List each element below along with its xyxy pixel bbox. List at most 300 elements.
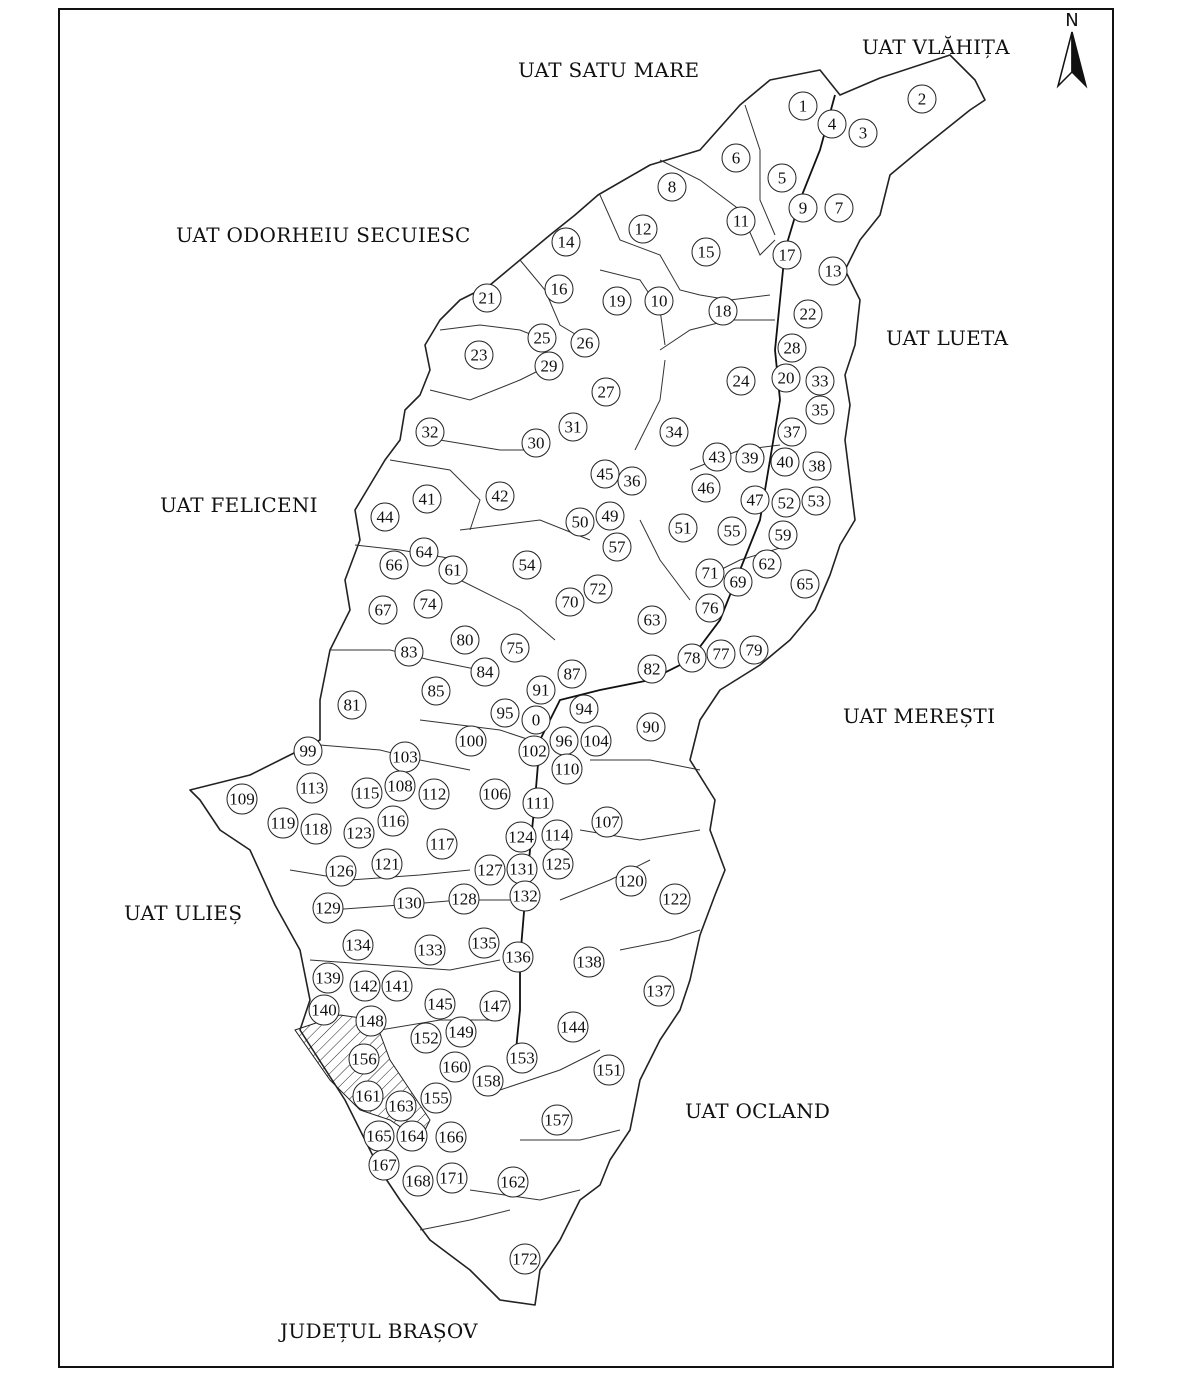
parcel-marker <box>419 779 449 809</box>
label-feliceni: UAT FELICENI <box>160 493 318 517</box>
parcel-marker <box>789 194 817 222</box>
parcel-number: 171 <box>439 1168 465 1188</box>
parcel-number: 124 <box>508 827 534 847</box>
parcel-number: 165 <box>366 1126 392 1146</box>
parcel-marker <box>301 814 331 844</box>
parcel-marker <box>718 517 746 545</box>
parcel-number: 22 <box>799 304 817 324</box>
parcel-marker <box>558 660 586 688</box>
parcel-marker <box>552 754 582 784</box>
parcel-marker <box>313 963 343 993</box>
parcel-number: 117 <box>429 834 455 854</box>
parcel-marker <box>394 888 424 918</box>
parcel-number: 95 <box>496 703 514 723</box>
parcel-marker <box>703 443 731 471</box>
parcel-marker <box>571 329 599 357</box>
parcel-marker <box>469 928 499 958</box>
parcel-marker <box>559 413 587 441</box>
parcel-marker <box>380 551 408 579</box>
parcel-number: 106 <box>482 784 508 804</box>
parcel-marker <box>395 638 423 666</box>
parcel-number: 28 <box>783 338 801 358</box>
parcel-number: 151 <box>596 1060 622 1080</box>
parcel-number: 136 <box>505 947 531 967</box>
parcel-marker <box>473 284 501 312</box>
parcel-number: 61 <box>444 560 462 580</box>
parcel-number: 114 <box>544 825 570 845</box>
parcel-marker <box>550 727 578 755</box>
parcel-number: 123 <box>346 823 372 843</box>
parcel-number: 35 <box>811 400 829 420</box>
parcel-number: 99 <box>299 741 317 761</box>
parcel-number: 53 <box>807 491 825 511</box>
parcel-marker <box>558 1012 588 1042</box>
parcel-marker <box>669 514 697 542</box>
parcel-marker <box>480 779 510 809</box>
parcel-number: 72 <box>589 579 607 599</box>
parcel-marker <box>603 533 631 561</box>
parcel-marker <box>638 606 666 634</box>
parcel-number: 140 <box>311 1000 337 1020</box>
label-ulies: UAT ULIEȘ <box>124 901 243 925</box>
parcel-number: 36 <box>623 471 641 491</box>
parcel-number: 5 <box>777 168 787 188</box>
parcel-number: 94 <box>575 699 593 719</box>
parcel-marker <box>344 818 374 848</box>
parcel-marker <box>356 1006 386 1036</box>
parcel-marker <box>507 854 537 884</box>
parcel-number: 8 <box>667 177 677 197</box>
parcel-marker <box>353 1081 383 1111</box>
parcel-number: 155 <box>423 1088 449 1108</box>
parcel-marker <box>629 215 657 243</box>
north-arrow-icon <box>1058 10 1086 86</box>
parcel-marker <box>803 452 831 480</box>
parcel-number: 37 <box>783 422 801 442</box>
parcel-marker <box>498 1167 528 1197</box>
parcel-number: 77 <box>712 644 730 664</box>
parcel-marker <box>552 228 580 256</box>
parcel-marker <box>806 367 834 395</box>
parcel-number: 47 <box>746 490 764 510</box>
parcel-marker <box>369 596 397 624</box>
parcel-number: 40 <box>776 452 794 472</box>
parcel-marker <box>802 487 830 515</box>
parcel-number: 0 <box>531 710 541 730</box>
parcel-marker <box>309 995 339 1025</box>
parcel-number: 131 <box>509 859 535 879</box>
parcel-marker <box>772 364 800 392</box>
label-odorheiu: UAT ODORHEIU SECUIESC <box>176 223 471 247</box>
parcel-marker <box>519 736 549 766</box>
parcel-number: 45 <box>596 464 614 484</box>
parcel-marker <box>456 726 486 756</box>
parcel-number: 64 <box>415 542 433 562</box>
parcel-number: 127 <box>477 860 503 880</box>
parcel-number: 55 <box>723 521 741 541</box>
parcel-number: 125 <box>545 854 571 874</box>
parcel-number: 160 <box>442 1057 468 1077</box>
parcel-number: 2 <box>917 89 927 109</box>
parcel-number: 11 <box>732 211 750 231</box>
parcel-marker <box>390 742 420 772</box>
parcel-number: 1 <box>798 96 808 116</box>
parcel-number: 80 <box>456 630 474 650</box>
label-satu-mare: UAT SATU MARE <box>518 58 700 82</box>
parcel-number: 141 <box>384 976 410 996</box>
parcel-marker <box>523 788 553 818</box>
parcel-number: 148 <box>358 1011 384 1031</box>
parcel-marker <box>740 636 768 664</box>
parcel-marker <box>416 418 444 446</box>
parcel-marker <box>778 334 806 362</box>
parcel-marker <box>527 676 555 704</box>
parcel-number: 70 <box>561 592 579 612</box>
parcel-marker <box>349 1044 379 1074</box>
parcel-marker <box>645 287 673 315</box>
parcel-number: 79 <box>745 640 763 660</box>
parcel-number: 44 <box>376 507 394 527</box>
parcel-number: 41 <box>418 489 436 509</box>
parcel-number: 54 <box>518 555 536 575</box>
parcel-number: 137 <box>646 981 672 1001</box>
parcel-marker <box>294 737 322 765</box>
parcel-number: 31 <box>564 417 582 437</box>
parcel-marker <box>506 822 536 852</box>
parcel-number: 122 <box>662 889 688 909</box>
parcel-number: 21 <box>478 288 496 308</box>
parcel-marker <box>791 570 819 598</box>
parcel-marker <box>566 508 594 536</box>
parcel-marker <box>522 706 550 734</box>
parcel-marker <box>724 568 752 596</box>
parcel-marker <box>660 418 688 446</box>
parcel-number: 120 <box>618 871 644 891</box>
parcel-number: 147 <box>482 996 508 1016</box>
parcel-number: 128 <box>451 889 477 909</box>
parcel-marker <box>581 726 611 756</box>
parcel-marker <box>806 396 834 424</box>
parcel-number: 118 <box>303 819 329 839</box>
parcel-marker <box>386 1091 416 1121</box>
parcel-number: 126 <box>328 861 354 881</box>
parcel-number: 26 <box>576 333 594 353</box>
parcel-marker <box>727 367 755 395</box>
parcel-marker <box>473 1066 503 1096</box>
parcel-number: 135 <box>471 933 497 953</box>
parcel-number: 115 <box>354 783 380 803</box>
parcel-marker <box>486 482 514 510</box>
parcel-marker <box>369 1150 399 1180</box>
parcel-number: 71 <box>701 563 719 583</box>
parcel-marker <box>449 884 479 914</box>
parcel-marker <box>543 849 573 879</box>
parcel-marker <box>422 677 450 705</box>
parcel-marker <box>727 207 755 235</box>
parcel-marker <box>556 588 584 616</box>
parcel-marker <box>591 460 619 488</box>
parcel-number: 51 <box>674 518 692 538</box>
parcel-marker <box>592 378 620 406</box>
parcel-marker <box>343 930 373 960</box>
parcel-number: 18 <box>714 301 732 321</box>
parcel-marker <box>696 594 724 622</box>
parcel-marker <box>352 778 382 808</box>
parcel-marker <box>507 1043 537 1073</box>
parcel-number: 142 <box>352 976 378 996</box>
parcel-marker <box>410 538 438 566</box>
parcel-number: 111 <box>525 793 551 813</box>
parcel-number: 67 <box>374 600 392 620</box>
parcel-number: 27 <box>597 382 615 402</box>
parcel-marker <box>535 352 563 380</box>
parcel-marker <box>227 784 257 814</box>
parcel-marker <box>542 820 572 850</box>
parcel-number: 69 <box>729 572 747 592</box>
parcel-number: 3 <box>858 123 868 143</box>
parcel-number: 102 <box>521 741 547 761</box>
parcel-marker <box>574 947 604 977</box>
parcel-marker <box>825 194 853 222</box>
parcel-number: 42 <box>491 486 509 506</box>
north-label: N <box>1065 10 1079 31</box>
parcel-marker <box>338 691 366 719</box>
parcel-number: 6 <box>731 148 741 168</box>
parcel-marker <box>603 287 631 315</box>
parcel-number: 96 <box>555 731 573 751</box>
parcel-number: 172 <box>512 1249 538 1269</box>
parcel-number: 112 <box>421 784 447 804</box>
parcel-number: 62 <box>758 554 776 574</box>
parcel-number: 12 <box>634 219 652 239</box>
parcel-marker <box>313 893 343 923</box>
parcel-number: 158 <box>475 1071 501 1091</box>
parcel-number: 66 <box>385 555 403 575</box>
parcel-marker <box>471 658 499 686</box>
parcel-marker <box>692 238 720 266</box>
label-ocland: UAT OCLAND <box>685 1099 831 1123</box>
parcel-marker <box>545 275 573 303</box>
parcel-marker <box>425 989 455 1019</box>
parcel-marker <box>364 1121 394 1151</box>
parcel-marker <box>372 849 402 879</box>
parcel-marker <box>794 300 822 328</box>
parcel-number: 90 <box>642 717 660 737</box>
parcel-number: 78 <box>683 648 701 668</box>
parcel-number: 39 <box>741 448 759 468</box>
parcel-number: 100 <box>458 731 484 751</box>
parcel-marker <box>637 713 665 741</box>
parcel-number: 157 <box>544 1110 570 1130</box>
label-meresti: UAT MEREȘTI <box>843 704 996 728</box>
parcel-marker <box>584 575 612 603</box>
parcel-number: 149 <box>448 1022 474 1042</box>
parcel-marker <box>465 341 493 369</box>
parcel-marker <box>819 257 847 285</box>
parcel-number: 50 <box>571 512 589 532</box>
parcel-number: 156 <box>351 1049 377 1069</box>
parcel-number: 119 <box>270 813 296 833</box>
parcel-number: 104 <box>583 731 609 751</box>
parcel-number: 84 <box>476 662 494 682</box>
parcel-number: 19 <box>608 291 626 311</box>
parcel-number: 9 <box>798 198 808 218</box>
parcel-marker <box>594 1055 624 1085</box>
parcel-number: 76 <box>701 598 719 618</box>
parcel-marker <box>440 1052 470 1082</box>
parcel-number: 108 <box>387 776 413 796</box>
parcel-number: 110 <box>554 759 580 779</box>
parcel-number: 25 <box>533 328 551 348</box>
parcel-marker <box>397 1121 427 1151</box>
parcel-number: 43 <box>708 447 726 467</box>
parcel-number: 109 <box>229 789 255 809</box>
parcel-marker <box>385 771 415 801</box>
label-lueta: UAT LUETA <box>886 326 1009 350</box>
parcel-number: 15 <box>697 242 715 262</box>
parcel-marker <box>413 485 441 513</box>
parcel-number: 168 <box>405 1171 431 1191</box>
parcel-number: 23 <box>470 345 488 365</box>
parcel-number: 65 <box>796 574 814 594</box>
parcel-number: 75 <box>506 638 524 658</box>
parcel-marker <box>660 884 690 914</box>
parcel-number: 14 <box>557 232 575 252</box>
parcel-marker <box>510 881 540 911</box>
parcel-marker <box>437 1163 467 1193</box>
parcel-number: 82 <box>643 659 661 679</box>
parcel-number: 59 <box>774 525 792 545</box>
parcel-number: 30 <box>527 433 545 453</box>
parcel-number: 34 <box>665 422 683 442</box>
parcel-marker <box>382 971 412 1001</box>
parcel-number: 33 <box>811 371 829 391</box>
parcel-marker <box>350 971 380 1001</box>
parcel-marker <box>908 85 936 113</box>
parcel-marker <box>528 324 556 352</box>
parcel-marker <box>849 119 877 147</box>
parcel-number: 46 <box>697 478 715 498</box>
parcel-marker <box>480 991 510 1021</box>
parcel-number: 130 <box>396 893 422 913</box>
parcel-number: 49 <box>601 506 619 526</box>
parcel-marker <box>326 856 356 886</box>
parcel-marker <box>596 502 624 530</box>
parcel-marker <box>510 1244 540 1274</box>
parcel-number: 85 <box>427 681 445 701</box>
parcel-number: 7 <box>834 198 844 218</box>
parcel-marker <box>709 297 737 325</box>
parcel-marker <box>707 640 735 668</box>
parcel-marker <box>501 634 529 662</box>
parcel-marker <box>638 655 666 683</box>
parcel-number: 24 <box>732 371 750 391</box>
parcel-marker <box>768 164 796 192</box>
parcel-number: 32 <box>421 422 439 442</box>
parcel-number: 81 <box>343 695 361 715</box>
parcel-marker <box>818 110 846 138</box>
parcel-number: 134 <box>345 935 371 955</box>
parcel-number: 38 <box>808 456 826 476</box>
parcel-number: 83 <box>400 642 418 662</box>
parcel-marker <box>772 489 800 517</box>
parcel-marker <box>522 429 550 457</box>
parcel-number: 133 <box>417 940 443 960</box>
parcel-number: 13 <box>824 261 842 281</box>
parcel-number: 164 <box>399 1126 425 1146</box>
parcel-marker <box>475 855 505 885</box>
parcel-marker <box>696 559 724 587</box>
parcel-marker <box>446 1017 476 1047</box>
parcel-marker <box>658 173 686 201</box>
parcel-marker <box>678 644 706 672</box>
parcel-number: 121 <box>374 854 400 874</box>
parcel-marker <box>771 448 799 476</box>
parcel-marker <box>789 92 817 120</box>
parcel-marker <box>644 976 674 1006</box>
parcel-marker <box>692 474 720 502</box>
parcel-marker <box>542 1105 572 1135</box>
label-brasov: JUDEȚUL BRAȘOV <box>280 1319 478 1343</box>
parcel-number: 167 <box>371 1155 397 1175</box>
parcel-marker <box>378 806 408 836</box>
parcel-number: 153 <box>509 1048 535 1068</box>
parcel-marker <box>491 699 519 727</box>
parcel-marker <box>773 241 801 269</box>
parcel-number: 107 <box>594 812 620 832</box>
parcel-marker <box>753 550 781 578</box>
parcel-marker <box>436 1122 466 1152</box>
parcel-number: 162 <box>500 1172 526 1192</box>
parcel-number: 4 <box>827 114 837 134</box>
parcel-marker <box>570 695 598 723</box>
parcel-marker <box>513 551 541 579</box>
parcel-number: 63 <box>643 610 661 630</box>
parcel-marker <box>722 144 750 172</box>
parcel-marker <box>371 503 399 531</box>
parcel-number: 144 <box>560 1017 586 1037</box>
parcel-number: 74 <box>419 594 437 614</box>
parcel-number: 113 <box>299 778 325 798</box>
parcel-number: 16 <box>550 279 568 299</box>
parcel-number: 10 <box>650 291 668 311</box>
parcel-number: 139 <box>315 968 341 988</box>
parcel-number: 145 <box>427 994 453 1014</box>
parcel-marker <box>769 521 797 549</box>
parcel-marker <box>741 486 769 514</box>
parcel-marker <box>427 829 457 859</box>
parcel-marker <box>439 556 467 584</box>
parcel-number: 163 <box>388 1096 414 1116</box>
parcel-number: 20 <box>777 368 795 388</box>
parcel-number: 116 <box>380 811 406 831</box>
parcel-number: 29 <box>540 356 558 376</box>
parcel-number: 161 <box>355 1086 381 1106</box>
parcel-marker <box>736 444 764 472</box>
parcel-marker <box>421 1083 451 1113</box>
parcel-number: 132 <box>512 886 538 906</box>
parcel-number: 166 <box>438 1127 464 1147</box>
parcel-marker <box>414 590 442 618</box>
parcel-marker <box>503 942 533 972</box>
parcel-marker <box>616 866 646 896</box>
parcel-number: 17 <box>778 245 796 265</box>
parcel-marker <box>415 935 445 965</box>
label-vlahita: UAT VLĂHIȚA <box>862 35 1010 59</box>
parcel-marker <box>403 1166 433 1196</box>
parcel-marker <box>778 418 806 446</box>
parcel-number: 138 <box>576 952 602 972</box>
